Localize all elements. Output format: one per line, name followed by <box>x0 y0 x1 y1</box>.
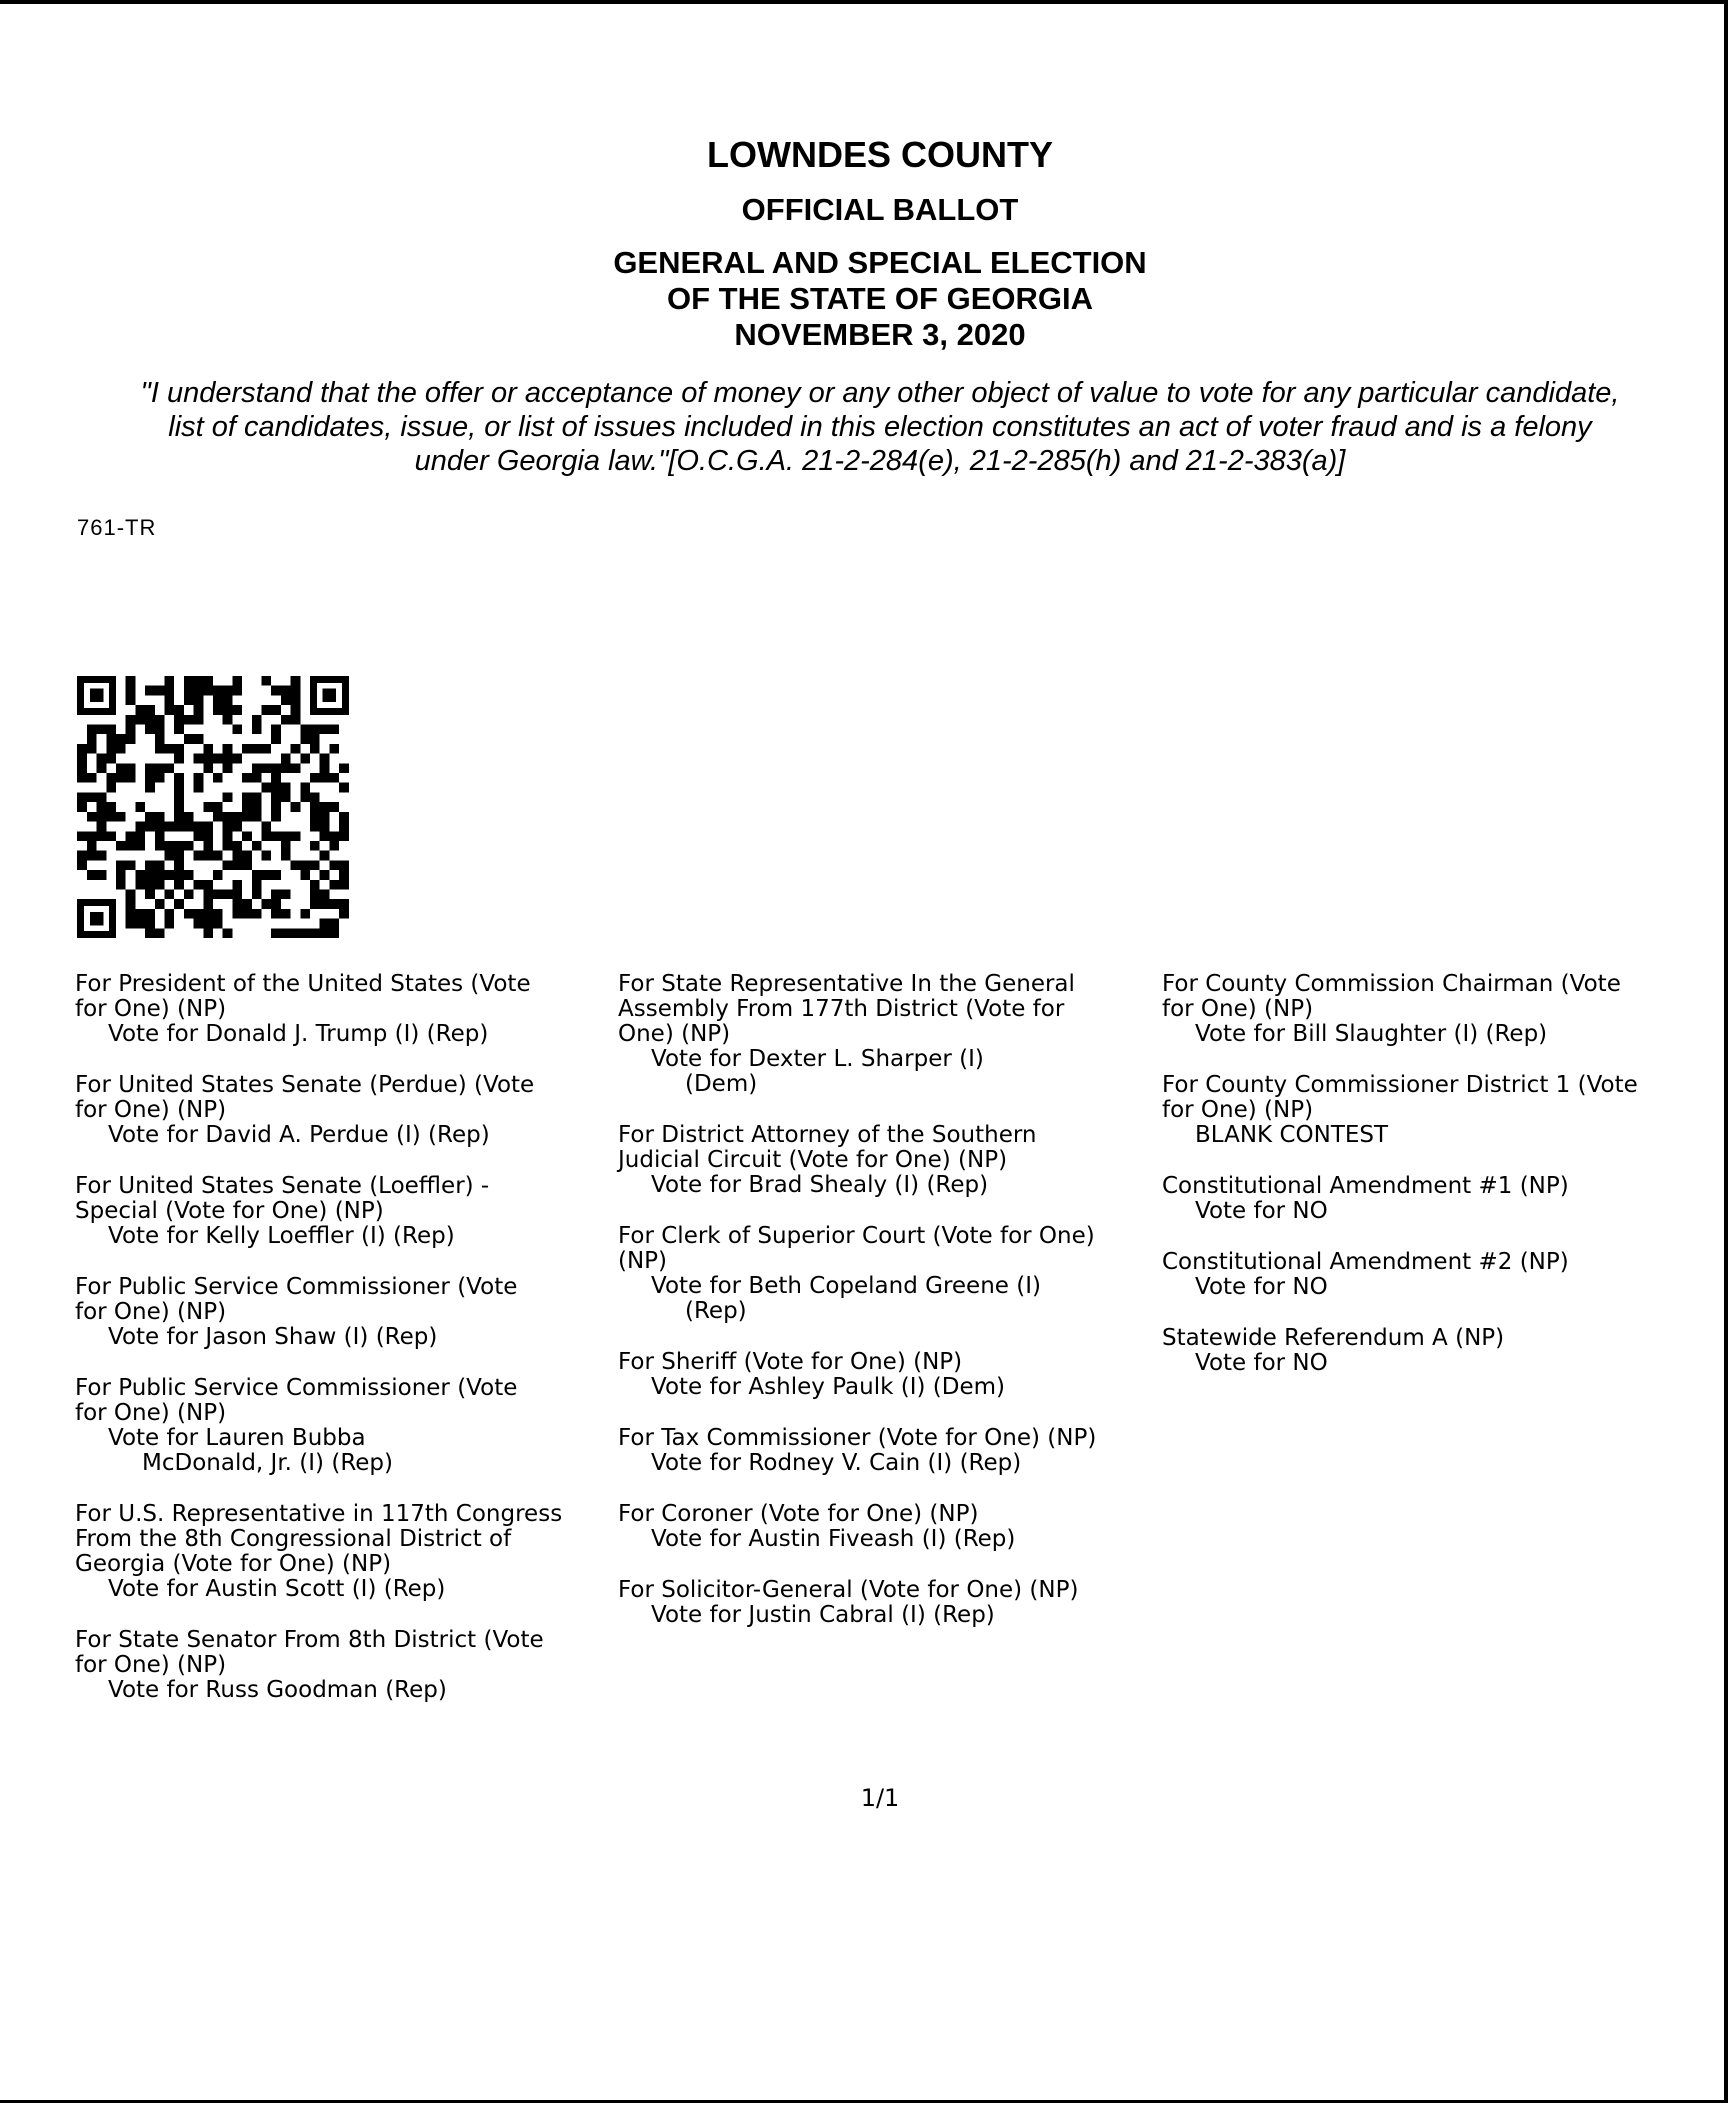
election-title-line: OF THE STATE OF GEORGIA <box>667 281 1093 316</box>
ballot-style-code: 761-TR <box>77 515 157 540</box>
contest-title-line: For Public Service Commissioner (Vote <box>75 1375 518 1401</box>
contest <box>618 1350 1163 1400</box>
vote-selection: McDonald, Jr. (I) (Rep) <box>142 1450 393 1476</box>
contest <box>1162 1326 1682 1376</box>
contest-title-line: For Sheriff (Vote for One) (NP) <box>618 1349 963 1375</box>
notice-line: under Georgia law."[O.C.G.A. 21-2-284(e), 21-2-285(h) and 21-2-383(a)] <box>414 445 1346 477</box>
contest-title-line: for One) (NP) <box>75 996 227 1022</box>
contest-title-line: for One) (NP) <box>1162 996 1314 1022</box>
contest-column-1 <box>75 972 620 1729</box>
vote-selection: (Rep) <box>685 1298 747 1324</box>
vote-selection: Vote for Ashley Paulk (I) (Dem) <box>651 1374 1005 1400</box>
vote-selection: Vote for Beth Copeland Greene (I) <box>651 1273 1041 1299</box>
vote-selection: (Dem) <box>685 1071 758 1097</box>
ballot-qr-code <box>73 676 353 938</box>
vote-selection: Vote for Austin Scott (I) (Rep) <box>108 1576 446 1602</box>
vote-selection: Vote for Lauren Bubba <box>108 1425 366 1451</box>
contest-title-line: From the 8th Congressional District of <box>75 1526 512 1552</box>
vote-selection: Vote for Dexter L. Sharper (I) <box>651 1046 984 1072</box>
contest-title-line: For Tax Commissioner (Vote for One) (NP) <box>618 1425 1097 1451</box>
contest-title-line: For County Commissioner District 1 (Vote <box>1162 1072 1638 1098</box>
contest-title-line: Statewide Referendum A (NP) <box>1162 1325 1505 1351</box>
contest-title-line: Judicial Circuit (Vote for One) (NP) <box>618 1147 1008 1173</box>
vote-selection: Vote for Austin Fiveash (I) (Rep) <box>651 1526 1016 1552</box>
vote-selection: Vote for Brad Shealy (I) (Rep) <box>651 1172 989 1198</box>
vote-selection: Vote for Jason Shaw (I) (Rep) <box>108 1324 438 1350</box>
contest <box>618 1426 1163 1476</box>
contest-title-line: Constitutional Amendment #1 (NP) <box>1162 1173 1569 1199</box>
contest <box>75 972 620 1047</box>
contest-title-line: For United States Senate (Loeffler) - <box>75 1173 490 1199</box>
contest <box>75 1502 620 1602</box>
contest-title-line: Assembly From 177th District (Vote for <box>618 996 1065 1022</box>
election-title-line: GENERAL AND SPECIAL ELECTION <box>613 245 1147 280</box>
contest-title-line: Georgia (Vote for One) (NP) <box>75 1551 392 1577</box>
contest-title-line: Constitutional Amendment #2 (NP) <box>1162 1249 1569 1275</box>
contest-column-3 <box>1162 972 1682 1402</box>
contest <box>1162 1073 1682 1148</box>
vote-selection: Vote for NO <box>1195 1350 1328 1376</box>
contest-title-line: For Clerk of Superior Court (Vote for One) <box>618 1223 1095 1249</box>
vote-selection: Vote for Justin Cabral (I) (Rep) <box>651 1602 995 1628</box>
vote-selection: Vote for NO <box>1195 1198 1328 1224</box>
vote-selection: Vote for Rodney V. Cain (I) (Rep) <box>651 1450 1022 1476</box>
contest-title-line: One) (NP) <box>618 1021 731 1047</box>
contest-title-line: For District Attorney of the Southern <box>618 1122 1037 1148</box>
county-title: LOWNDES COUNTY <box>707 134 1053 175</box>
vote-selection: Vote for Bill Slaughter (I) (Rep) <box>1195 1021 1548 1047</box>
contest-title-line: For United States Senate (Perdue) (Vote <box>75 1072 535 1098</box>
contest-title-line: for One) (NP) <box>75 1299 227 1325</box>
contest <box>618 1578 1163 1628</box>
contest-title-line: For Solicitor-General (Vote for One) (NP) <box>618 1577 1079 1603</box>
contest-title-line: For State Senator From 8th District (Vote <box>75 1627 544 1653</box>
election-title <box>0 245 1728 353</box>
contest <box>618 1502 1163 1552</box>
contest-title-line: For U.S. Representative in 117th Congress <box>75 1501 563 1527</box>
contest-title-line: For President of the United States (Vote <box>75 971 531 997</box>
vote-selection: Vote for Russ Goodman (Rep) <box>108 1677 447 1703</box>
contest-title-line: For Coroner (Vote for One) (NP) <box>618 1501 979 1527</box>
contest <box>75 1376 620 1476</box>
contest-title-line: for One) (NP) <box>1162 1097 1314 1123</box>
contest <box>618 972 1163 1097</box>
vote-selection: BLANK CONTEST <box>1195 1122 1389 1148</box>
notice-line: "I understand that the offer or acceptance of money or any other object of value to vote for any particular candidate, <box>140 377 1620 409</box>
contest-title-line: For State Representative In the General <box>618 971 1075 997</box>
vote-selection: Vote for Kelly Loeffler (I) (Rep) <box>108 1223 455 1249</box>
ballot-header <box>0 134 1728 353</box>
contest <box>618 1123 1163 1198</box>
contest-column-2 <box>618 972 1163 1654</box>
contest-title-line: For Public Service Commissioner (Vote <box>75 1274 518 1300</box>
contest <box>75 1275 620 1350</box>
contest-title-line: for One) (NP) <box>75 1652 227 1678</box>
ballot-type: OFFICIAL BALLOT <box>741 192 1019 227</box>
contest <box>75 1073 620 1148</box>
vote-selection: Vote for Donald J. Trump (I) (Rep) <box>108 1021 489 1047</box>
contest <box>618 1224 1163 1324</box>
contest-title-line: For County Commission Chairman (Vote <box>1162 972 1621 997</box>
contest <box>1162 972 1682 1047</box>
contest-title-line: for One) (NP) <box>75 1400 227 1426</box>
scan-border-top <box>0 0 1728 4</box>
election-date: NOVEMBER 3, 2020 <box>734 317 1026 352</box>
contest <box>75 1628 620 1703</box>
contest-title-line: (NP) <box>618 1248 668 1274</box>
contest <box>1162 1250 1682 1300</box>
vote-selection: Vote for David A. Perdue (I) (Rep) <box>108 1122 490 1148</box>
contest-title-line: Special (Vote for One) (NP) <box>75 1198 384 1224</box>
page-number: 1/1 <box>860 1784 900 1812</box>
contest-title-line: for One) (NP) <box>75 1097 227 1123</box>
contest <box>1162 1174 1682 1224</box>
vote-selection: Vote for NO <box>1195 1274 1328 1300</box>
voter-fraud-notice <box>60 376 1700 478</box>
notice-line: list of candidates, issue, or list of issues included in this election constitutes an act of voter fraud and is a felony <box>168 411 1592 443</box>
contest <box>75 1174 620 1249</box>
